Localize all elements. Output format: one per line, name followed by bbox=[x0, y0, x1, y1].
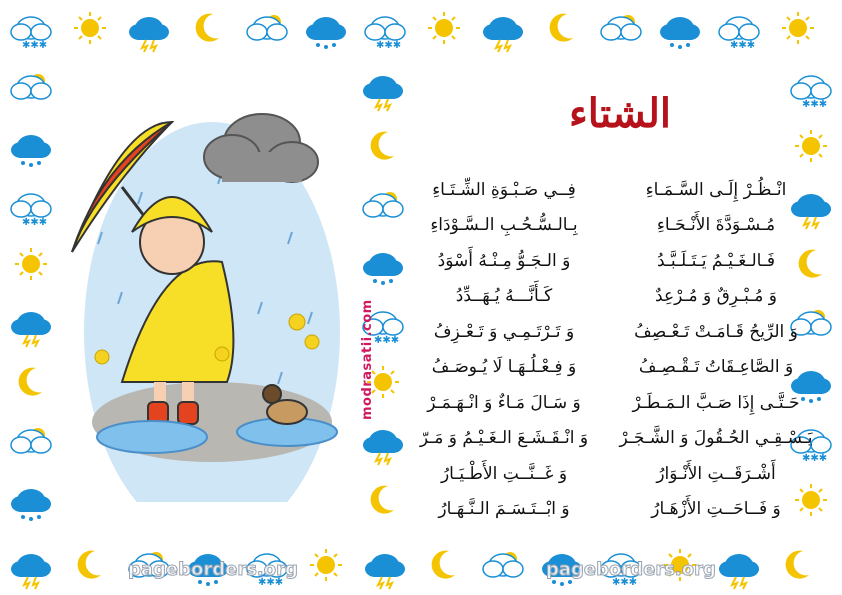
sun-weather-icon bbox=[421, 8, 467, 48]
storm-weather-icon bbox=[362, 545, 408, 585]
poem-line bbox=[398, 385, 822, 421]
moon-weather-icon bbox=[185, 8, 231, 48]
svg-text:✱✱✱: ✱✱✱ bbox=[258, 577, 284, 588]
rain-weather-icon bbox=[303, 8, 349, 48]
hemistich-right: وَ فَــاحَــتِ الأَزْهَـارُ bbox=[651, 499, 781, 520]
hemistich-left: كَـأَنَّـــهُ يُـهَــدِّدُ bbox=[455, 286, 553, 307]
storm-weather-icon bbox=[480, 8, 526, 48]
hemistich-right: انْـظُـرْ إِلَـى السَّـمَـاءِ bbox=[645, 179, 787, 200]
svg-text:✱✱✱: ✱✱✱ bbox=[376, 40, 402, 51]
sunrain-weather-icon bbox=[244, 8, 290, 48]
sun-weather-icon bbox=[303, 545, 349, 585]
hemistich-left: وَ فِـعْـلُـهَـا لَا يُـوصَـفُ bbox=[431, 357, 577, 378]
moon-weather-icon bbox=[8, 362, 54, 402]
poem-line bbox=[398, 243, 822, 279]
storm-weather-icon bbox=[8, 303, 54, 343]
moon-weather-icon bbox=[421, 545, 467, 585]
svg-text:✱✱✱: ✱✱✱ bbox=[730, 40, 756, 51]
poem-line bbox=[398, 421, 822, 457]
sunrain-weather-icon bbox=[598, 8, 644, 48]
snow-weather-icon bbox=[8, 185, 54, 228]
hemistich-right: فَـالـغَـيْـمُ يَـتَـلَـبَّـدُ bbox=[657, 250, 775, 271]
sunrain-weather-icon bbox=[480, 545, 526, 585]
hemistich-right: حَـتَّـى إِذَا صَـبَّ الـمَـطَـرْ bbox=[632, 392, 800, 413]
rain-girl-illustration bbox=[62, 82, 362, 502]
poem-body bbox=[398, 172, 822, 527]
hemistich-right: وَ الصَّاعِـقَاتُ تَـقْـصِـفُ bbox=[638, 357, 794, 378]
snow-weather-icon bbox=[362, 8, 408, 51]
svg-text:✱✱✱: ✱✱✱ bbox=[802, 99, 828, 110]
hemistich-right: مُـسْـوَدَّةَ الأَنْـحَـاءِ bbox=[656, 215, 776, 236]
poem-line bbox=[398, 350, 822, 386]
storm-weather-icon bbox=[8, 545, 54, 585]
svg-text:✱✱✱: ✱✱✱ bbox=[374, 335, 400, 346]
poem-line bbox=[398, 492, 822, 528]
poem-line bbox=[398, 279, 822, 315]
footer-watermark-right: pageborders.org bbox=[546, 559, 716, 580]
hemistich-right: أَشْـرَقَــتِ الأَنْـوَارُ bbox=[656, 463, 776, 484]
hemistich-left: وَ انْـقَـشَـعَ الـغَـيْـمُ وَ مَـرّ bbox=[419, 428, 589, 449]
svg-text:✱✱✱: ✱✱✱ bbox=[22, 217, 48, 228]
side-watermark: modrasatii.com bbox=[360, 299, 375, 420]
rain-weather-icon bbox=[657, 8, 703, 48]
svg-text:✱✱✱: ✱✱✱ bbox=[22, 40, 48, 51]
sunrain-weather-icon bbox=[8, 67, 54, 107]
storm-weather-icon bbox=[126, 8, 172, 48]
snow-weather-icon bbox=[788, 67, 834, 110]
hemistich-right: وَ الرِّيحُ قَـامَـتْ تَـعْـصِفُ bbox=[634, 321, 798, 342]
svg-text:✱✱✱: ✱✱✱ bbox=[612, 577, 638, 588]
moon-weather-icon bbox=[360, 126, 406, 166]
storm-weather-icon bbox=[716, 545, 762, 585]
moon-weather-icon bbox=[539, 8, 585, 48]
rain-weather-icon bbox=[8, 480, 54, 520]
storm-weather-icon bbox=[360, 67, 406, 107]
poem-line bbox=[398, 456, 822, 492]
hemistich-left: وَ تَـرْتَـمِـي وَ تَـعْـزِفُ bbox=[433, 321, 575, 342]
hemistich-left: وَ غَــنَّــتِ الأَطْـيَـارُ bbox=[440, 463, 568, 484]
poem-line bbox=[398, 208, 822, 244]
poem-line bbox=[398, 314, 822, 350]
hemistich-right: وَ مُـبْـرِقٌ وَ مُـرْعِدٌ bbox=[655, 286, 777, 307]
hemistich-left: وَ سَـالَ مَـاءٌ وَ انْـهَـمَـرْ bbox=[427, 392, 581, 413]
moon-weather-icon bbox=[67, 545, 113, 585]
sun-weather-icon bbox=[67, 8, 113, 48]
hemistich-left: وَ الـجَـوُّ مِـنْـهُ أَسْوَدُ bbox=[437, 250, 571, 271]
sun-weather-icon bbox=[788, 126, 834, 166]
sun-weather-icon bbox=[775, 8, 821, 48]
sunrain-weather-icon bbox=[8, 421, 54, 461]
page-title: الشتاء bbox=[568, 90, 672, 137]
hemistich-left: فِــي صَـبْـوَةِ الشِّـتَـاءِ bbox=[432, 179, 576, 200]
footer-watermark-left: pageborders.org bbox=[128, 559, 298, 580]
sun-weather-icon bbox=[8, 244, 54, 284]
rain-weather-icon bbox=[8, 126, 54, 166]
snow-weather-icon bbox=[716, 8, 762, 51]
svg-text:✱✱✱: ✱✱✱ bbox=[802, 453, 828, 464]
hemistich-left: وَ ابْــتَـسَـمَ الـنَّـهَـارُ bbox=[438, 499, 570, 520]
moon-weather-icon bbox=[775, 545, 821, 585]
hemistich-right: يَـسْـقِـي الحُـقُولَ وَ الشَّـجَـرْ bbox=[619, 428, 813, 449]
poem-line bbox=[398, 172, 822, 208]
snow-weather-icon bbox=[8, 8, 54, 51]
hemistich-left: بِـالـسُّـحُـبِ الـسَّـوْدَاءِ bbox=[430, 215, 578, 236]
